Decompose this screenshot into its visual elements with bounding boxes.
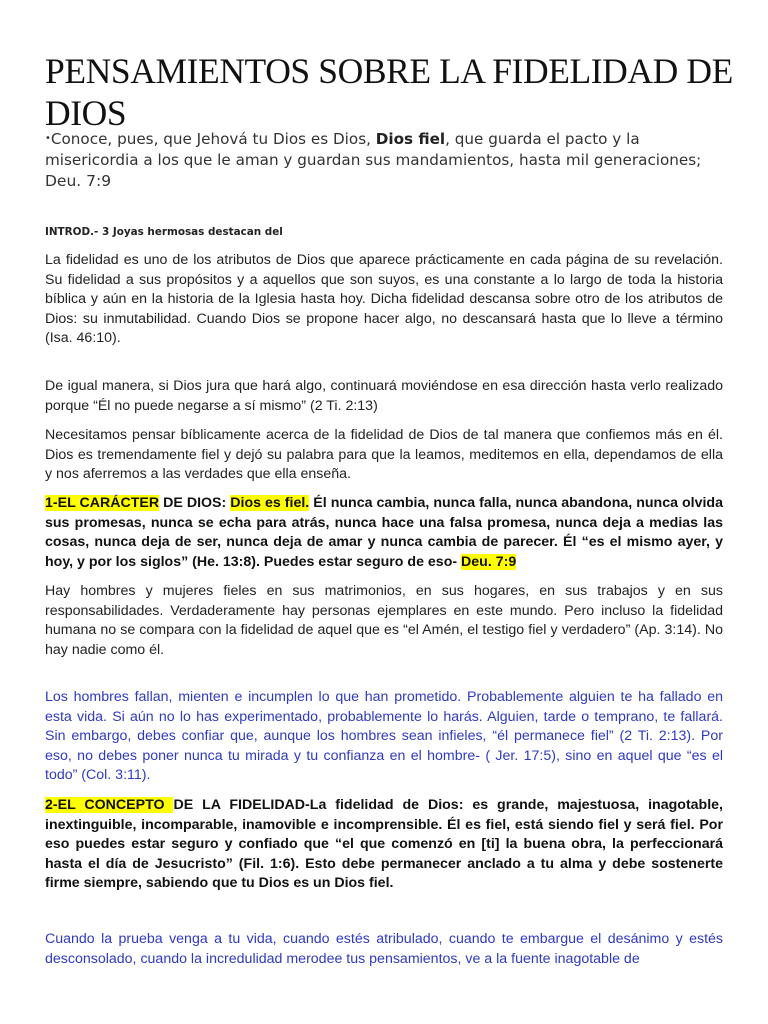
verse-text-after: , que guarda el pacto y la misericordia a los que le aman y guardan sus mandamientos, hasta mil generaciones; [45, 130, 702, 169]
section-heading-highlight: 1-EL CARÁCTER [45, 495, 160, 511]
section-heading-highlight: 2-EL CONCEPTO [45, 797, 174, 813]
section-heading-rest: DE DIOS: [159, 495, 231, 511]
bullet-icon: • [45, 133, 51, 144]
paragraph-faithful-people: Hay hombres y mujeres fieles en sus matrimonios, en sus hogares, en sus trabajos y en sus responsabilidades. Verdaderamente hay personas ejemplares en este mundo. Pero incluso la fidelidad humana no se compara con la fidelidad de aquel que es “el Amén, el testigo fiel y verdadero” (Ap. 3:14). No hay nadie como él. [45, 583, 723, 658]
key-verse [45, 128, 735, 192]
section-character-body: Él nunca cambia, nunca falla, nunca abandona, nunca olvida sus promesas, nunca se echa para atrás, nunca hace una falsa promesa, nunca deja a medias las cosas, nunca deja de ser, nunca deja de amar y nunca cambia de parecer. Él “es el mismo ayer, y hoy, y por los siglos” (He. 13:8). Puedes estar seguro de eso- [45, 495, 723, 570]
intro-heading: INTROD.- 3 Joyas hermosas destacan del [45, 226, 283, 238]
highlight-dios-es-fiel: Dios es fiel. [230, 495, 310, 511]
section-concept [45, 796, 723, 894]
paragraph-trial: Cuando la prueba venga a tu vida, cuando estés atribulado, cuando te embargue el desánimo y estés desconsolado, cuando la incredulidad merodee tus pensamientos, ve a la fuente inagotable de [45, 931, 723, 967]
paragraph-fidelity: La fidelidad es uno de los atributos de Dios que aparece prácticamente en cada página de su revelación. Su fidelidad a sus propósitos y a aquellos que son suyos, es una constante a lo largo de toda la historia bíblica y aún en la historia de la Iglesia hasta hoy. Dicha fidelidad descansa sobre otro de los atributos de Dios: su inmutabilidad. Cuando Dios se propone hacer algo, no descansará hasta que lo lleve a término (Isa. 46:10). [45, 252, 723, 347]
verse-bold: Dios fiel [375, 130, 446, 148]
verse-text-before: Conoce, pues, que Jehová tu Dios es Dios, [50, 130, 376, 148]
paragraph-men-fail: Los hombres fallan, mienten e incumplen lo que han prometido. Probablemente alguien te ha fallado en esta vida. Si aún no lo has experimentado, probablemente lo harás. Alguien, tarde o temprano, te fallará. Sin embargo, debes confiar que, aunque los hombres sean infieles, “él permanece fiel” (2 Ti. 2:13). Por eso, no debes poner nunca tu mirada y tu confianza en el hombre- ( Jer. 17:5), sino en aquel que “es el todo” (Col. 3:11). [45, 689, 723, 784]
highlight-reference: Deu. 7:9 [461, 553, 517, 570]
section-concept-body: DE LA FIDELIDAD-La fidelidad de Dios: es grande, majestuosa, inagotable, inextinguible, incomparable, inamovible e incomprensible. Él es fiel, está siendo fiel y será fiel. Por eso puedes estar seguro y confiado que “el que comenzó en [ti] la buena obra, la perfeccionará hasta el día de Jesucristo” (Fil. 1:6). Esto debe permanecer anclado a tu alma y debe sostenerte firme siempre, sabiendo que tu Dios es un Dios fiel. [45, 797, 723, 892]
paragraph-oath: De igual manera, si Dios jura que hará algo, continuará moviéndose en esa dirección hasta verlo realizado porque “Él no puede negarse a sí mismo” (2 Ti. 2:13) [45, 378, 723, 414]
page-title: PENSAMIENTOS SOBRE LA FIDELIDAD DE DIOS [45, 51, 733, 133]
section-character [45, 494, 723, 572]
paragraph-biblical-thinking: Necesitamos pensar bíblicamente acerca de la fidelidad de Dios de tal manera que confiemos más en él. Dios es tremendamente fiel y dejó su palabra para que la leamos, meditemos en ella, dependamos de ella y nos aferremos a las verdades que ella enseña. [45, 427, 723, 483]
verse-reference: Deu. 7:9 [45, 172, 112, 190]
